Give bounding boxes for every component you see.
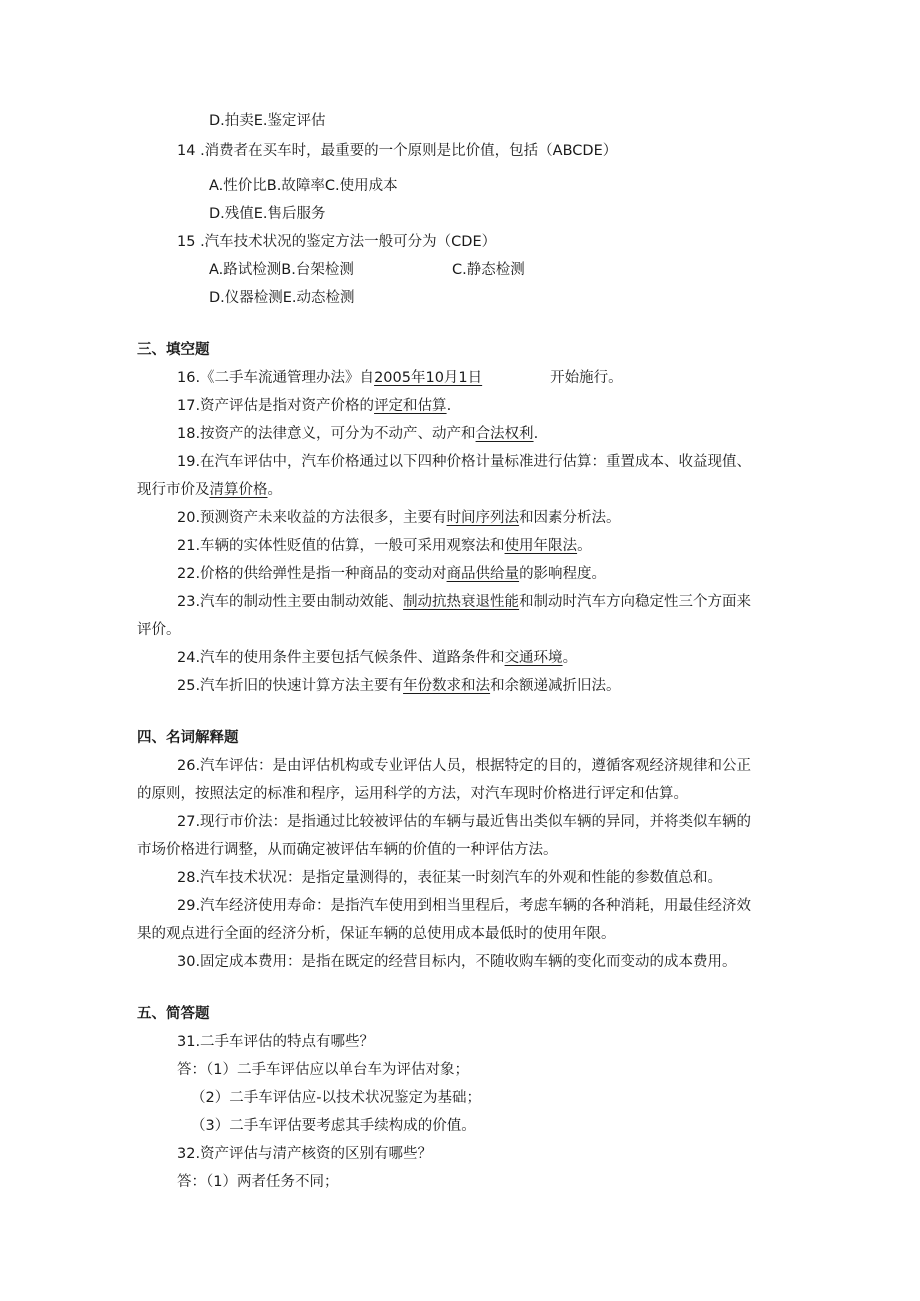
- question-23: [177, 592, 751, 612]
- question-30: [177, 952, 737, 972]
- question-number: 18: [177, 426, 196, 442]
- answer-blank: 合法权利: [475, 426, 534, 442]
- answer-blank: 年份数求和法: [403, 678, 491, 694]
- question-text-tail: .: [446, 398, 452, 414]
- answer-blank: 制动抗热衰退性能: [403, 594, 520, 610]
- question-text: .价格的供给弹性是指一种商品的变动对: [195, 566, 447, 582]
- question-number: 21: [177, 538, 196, 554]
- question-32: [177, 1144, 432, 1164]
- question-19-line2: [137, 480, 282, 500]
- question-number: 17: [177, 398, 196, 414]
- question-text: .汽车评估：是由评估机构或专业评估人员，根据特定的目的，遵循客观经济规律和公正: [195, 758, 752, 774]
- answer-blank: 商品供给量: [446, 566, 520, 582]
- question-16: [177, 368, 623, 388]
- question-29: [177, 896, 751, 916]
- question-number: 22: [177, 566, 196, 582]
- question-number: 23: [177, 594, 196, 610]
- question-27-line2: 市场价格进行调整，从而确定被评估车辆的价值的一种评估方法。: [137, 842, 558, 858]
- answer-blank: 时间序列法: [446, 510, 520, 526]
- q13-option-d-e: D.拍卖E.鉴定评估: [209, 113, 326, 129]
- q32-answer-1: 答：（1）两者任务不同；: [177, 1174, 339, 1190]
- answer-blank: 评定和估算: [374, 398, 447, 414]
- question-number: 29: [177, 898, 196, 914]
- question-23-line2: 评价。: [137, 622, 181, 638]
- question-number: 19: [177, 454, 196, 470]
- question-text-tail: 的影响程度。: [519, 566, 607, 582]
- question-25: [177, 676, 621, 696]
- question-26: [177, 756, 751, 776]
- question-number: 30: [177, 954, 196, 970]
- answer-blank: 清算价格: [209, 482, 268, 498]
- question-text: .汽车技术状况的鉴定方法一般可分为（CDE）: [200, 234, 497, 250]
- question-21: [177, 536, 592, 556]
- question-15: [177, 232, 496, 252]
- question-text: .《二手车流通管理办法》自: [195, 370, 375, 386]
- question-text: .现行市价法：是指通过比较被评估的车辆与最近售出类似车辆的异同，并将类似车辆的: [195, 814, 752, 830]
- question-number: 27: [177, 814, 196, 830]
- question-number: 20: [177, 510, 196, 526]
- question-26-line2: 的原则，按照法定的标准和程序，运用科学的方法，对汽车现时价格进行评定和估算。: [137, 786, 688, 802]
- question-text: .在汽车评估中，汽车价格通过以下四种价格计量标准进行估算：重置成本、收益现值、: [195, 454, 752, 470]
- question-20: [177, 508, 621, 528]
- answer-blank: 使用年限法: [504, 538, 578, 554]
- question-text-tail: 。: [577, 538, 592, 554]
- section-title-terms: 四、名词解释题: [137, 730, 239, 746]
- question-text: .资产评估与清产核资的区别有哪些？: [195, 1146, 433, 1162]
- q15-option-c: C.静态检测: [452, 262, 525, 278]
- question-text-tail: 。: [267, 482, 282, 498]
- question-28: [177, 868, 722, 888]
- question-text: .汽车的使用条件主要包括气候条件、道路条件和: [195, 650, 505, 666]
- q31-answer-3: （3）二手车评估要考虑其手续构成的价值。: [191, 1118, 476, 1134]
- answer-blank: 2005年10月1日: [374, 370, 483, 386]
- question-number: 25: [177, 678, 196, 694]
- question-text-tail: 开始施行。: [550, 370, 623, 386]
- question-number: 15: [177, 234, 196, 250]
- question-24: [177, 648, 577, 668]
- question-22: [177, 564, 606, 584]
- question-text: .预测资产未来收益的方法很多，主要有: [195, 510, 447, 526]
- question-17: [177, 396, 451, 416]
- q14-options-de: D.残值E.售后服务: [209, 206, 326, 222]
- q15-options-de: D.仪器检测E.动态检测: [209, 290, 355, 306]
- q14-options-abc: A.性价比B.故障率C.使用成本: [209, 178, 398, 194]
- question-number: 14: [177, 143, 196, 159]
- question-27: [177, 812, 751, 832]
- question-text-tail: 和制动时汽车方向稳定性三个方面来: [519, 594, 752, 610]
- question-31: [177, 1032, 374, 1052]
- question-number: 24: [177, 650, 196, 666]
- question-29-line2: 果的观点进行全面的经济分析，保证车辆的总使用成本最低时的使用年限。: [137, 926, 616, 942]
- question-number: 28: [177, 870, 196, 886]
- question-text: .按资产的法律意义，可分为不动产、动产和: [195, 426, 476, 442]
- question-number: 26: [177, 758, 196, 774]
- section-title-fill-in: 三、填空题: [137, 342, 210, 358]
- answer-blank: 交通环境: [504, 650, 563, 666]
- question-text-tail: 。: [562, 650, 578, 666]
- question-text: .汽车经济使用寿命：是指汽车使用到相当里程后，考虑车辆的各种消耗，用最佳经济效: [195, 898, 752, 914]
- question-text: .二手车评估的特点有哪些？: [195, 1034, 375, 1050]
- question-text: .车辆的实体性贬值的估算，一般可采用观察法和: [195, 538, 505, 554]
- question-19: [177, 452, 751, 472]
- question-18: [177, 424, 538, 444]
- question-number: 16: [177, 370, 196, 386]
- question-text-tail: 和余额递减折旧法。: [490, 678, 621, 694]
- question-text: .消费者在买车时，最重要的一个原则是比价值，包括（ABCDE）: [200, 143, 618, 159]
- question-text: .汽车的制动性主要由制动效能、: [195, 594, 404, 610]
- question-number: 32: [177, 1146, 196, 1162]
- question-text-tail: 和因素分析法。: [519, 510, 621, 526]
- question-text: .资产评估是指对资产价格的: [195, 398, 375, 414]
- q31-answer-1: 答：（1）二手车评估应以单台车为评估对象；: [177, 1062, 469, 1078]
- section-title-short-answer: 五、简答题: [137, 1006, 210, 1022]
- q15-options-ab: A.路试检测B.台架检测: [209, 262, 354, 278]
- q31-answer-2: （2）二手车评估应-以技术状况鉴定为基础；: [191, 1090, 481, 1106]
- question-number: 31: [177, 1034, 196, 1050]
- question-text: .汽车折旧的快速计算方法主要有: [195, 678, 404, 694]
- question-14: [177, 141, 617, 161]
- question-text: .固定成本费用：是指在既定的经营目标内，不随收购车辆的变化而变动的成本费用。: [195, 954, 737, 970]
- question-text: 现行市价及: [137, 482, 210, 498]
- question-text-tail: .: [533, 426, 539, 442]
- question-text: .汽车技术状况：是指定量测得的，表征某一时刻汽车的外观和性能的参数值总和。: [195, 870, 723, 886]
